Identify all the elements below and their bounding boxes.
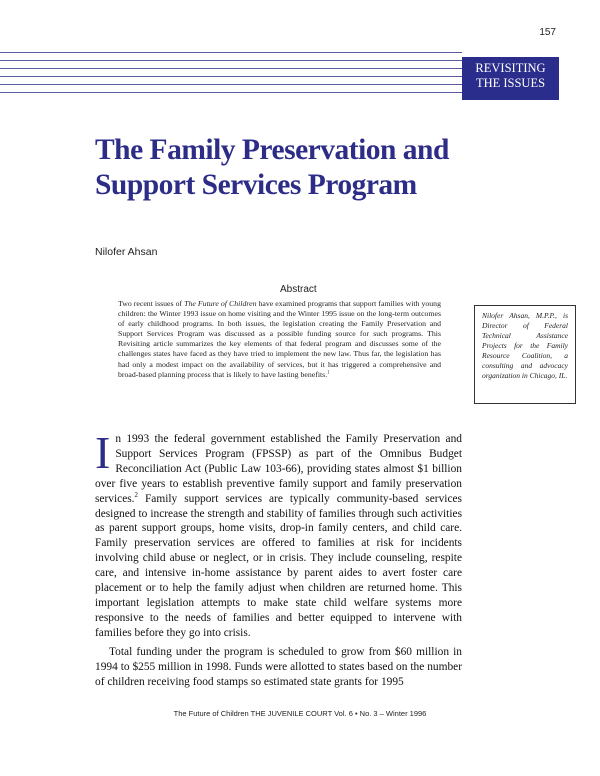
body-paragraph — [95, 427, 462, 641]
article-body — [95, 427, 462, 689]
body-paragraph-1a: n 1993 the federal government established the Family Preservation and Support Services Program (FPSSP) as part of the Omnibus Budget Reconciliation Act (Public Law 103-66), providing states almost $1 billion over five years to establish preventive family support and family preservation services. — [95, 433, 462, 505]
footnote-ref: 1 — [327, 370, 330, 376]
body-paragraph-2: Total funding under the program is scheduled to grow from $60 million in 1994 to $255 million in 1998. Funds were allotted to states based on the number of children receiving food stamps so estimated state grants for 1995 — [95, 645, 462, 688]
section-label-line1: REVISITING — [475, 61, 546, 75]
abstract-text-rest: have examined programs that support families with young children: the Winter 1993 issue on home visiting and the Winter 1995 issue on the long-term outcomes of early childhood programs. In both issues, the legislation creating the Family Preservation and Support Services Program was discussed as a possible funding source for such programs. This Revisiting article summarizes the key elements of that federal program and discusses some of the challenges states have faced as they have tried to implement the new law. Thus far, the legislation has had only a modest impact on the availability of services, but it has triggered a comprehensive and broad-based planning process that is likely to have lasting benefits. — [118, 299, 441, 379]
author-bio-box: Nilofer Ahsan, M.P.P., is Director of Federal Technical Assistance Projects for the Family Resource Coalition, a consulting and advocacy organization in Chicago, IL. — [474, 305, 576, 404]
section-label-line2: THE ISSUES — [475, 76, 546, 90]
author-name: Nilofer Ahsan — [95, 246, 158, 258]
abstract-text — [118, 299, 441, 380]
article-title: The Family Preservation and Support Services Program — [95, 134, 449, 201]
abstract-heading: Abstract — [280, 284, 317, 295]
page-number: 157 — [539, 27, 556, 38]
journal-title: The Future of Children — [184, 299, 257, 308]
header-rules — [0, 50, 462, 92]
page-footer: The Future of Children THE JUVENILE COURT Vol. 6 • No. 3 – Winter 1996 — [173, 709, 427, 718]
section-label-box — [462, 57, 559, 100]
footnote-ref: 2 — [134, 491, 138, 499]
body-paragraph-1b: Family support services are typically community-based services designed to increase the strength and stability of families through such activities as parent support groups, home visits, drop-in family centers, and child care. Family preservation services are offered to families at risk for incidents involving child abuse or neglect, or in crisis. They include counseling, respite care, and intensive in-home assistance by parent aides to avert foster care placement or to help the family adjust when children are returned home. This important legislation attempts to make state child welfare systems more responsive to the needs of families and better equipped to intervene with families before they go into crisis. — [95, 492, 462, 639]
drop-cap: I — [95, 427, 111, 478]
abstract-text-start: Two recent issues of — [118, 299, 185, 308]
